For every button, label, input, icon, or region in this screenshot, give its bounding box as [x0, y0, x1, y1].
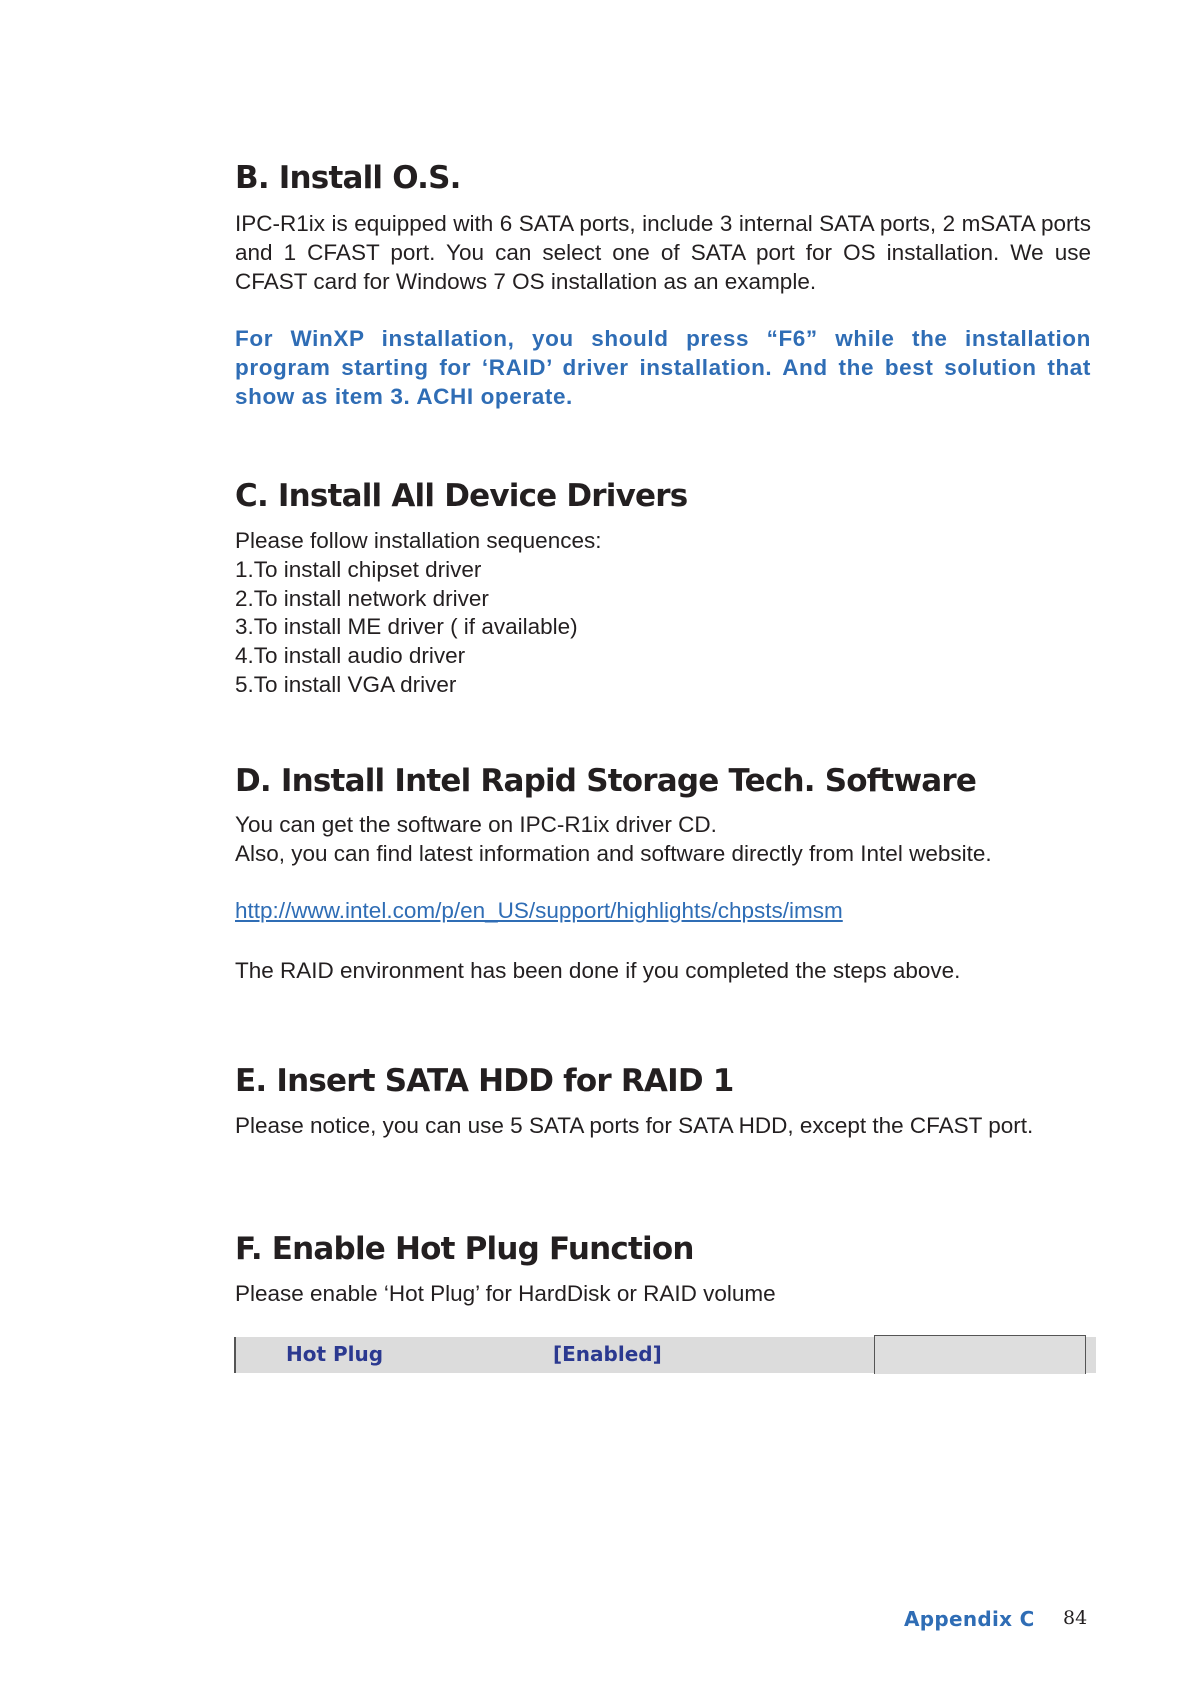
- footer-section: Appendix C: [904, 1607, 1035, 1631]
- raid-done-text: The RAID environment has been done if you completed the steps above.: [235, 958, 961, 983]
- list-item: 3.To install ME driver ( if available): [235, 614, 578, 640]
- rst-line-1: You can get the software on IPC-R1ix driver CD.: [235, 812, 717, 837]
- install-os-paragraph: [235, 210, 1091, 296]
- driver-list: [235, 527, 1091, 700]
- list-item: 2.To install network driver: [235, 585, 489, 611]
- hot-plug-instruction: Please enable ‘Hot Plug’ for HardDisk or RAID volume: [235, 1281, 776, 1306]
- winxp-note: For WinXP installation, you should press “F6” while the installation program starting for ‘RAID’ driver installation. And the best solution that show as item 3. ACHI operate.: [235, 326, 1091, 409]
- list-item: 1.To install chipset driver: [235, 556, 482, 582]
- heading-insert-sata: E. Insert SATA HDD for RAID 1: [235, 1063, 734, 1099]
- driver-intro: Please follow installation sequences:: [235, 528, 602, 553]
- bios-hot-plug-label: Hot Plug: [286, 1342, 384, 1366]
- heading-intel-rst: D. Install Intel Rapid Storage Tech. Software: [235, 763, 977, 799]
- bios-help-panel: [874, 1335, 1086, 1374]
- list-item: 5.To install VGA driver: [235, 671, 457, 697]
- bios-hot-plug-row: [234, 1337, 1096, 1373]
- bios-hot-plug-value: [Enabled]: [553, 1342, 662, 1366]
- heading-hot-plug: F. Enable Hot Plug Function: [235, 1231, 694, 1267]
- rst-line-2: Also, you can find latest information and software directly from Intel website.: [235, 840, 992, 866]
- sata-notice: Please notice, you can use 5 SATA ports for SATA HDD, except the CFAST port.: [235, 1113, 1034, 1138]
- intel-rst-text: [235, 811, 1091, 869]
- heading-install-drivers: C. Install All Device Drivers: [235, 478, 688, 514]
- list-item: 4.To install audio driver: [235, 643, 466, 669]
- intel-link[interactable]: http://www.intel.com/p/en_US/support/highlights/chpsts/imsm: [235, 898, 843, 923]
- heading-install-os: B. Install O.S.: [235, 160, 461, 196]
- page-number: 84: [1063, 1607, 1088, 1629]
- install-os-text: IPC-R1ix is equipped with 6 SATA ports, include 3 internal SATA ports, 2 mSATA ports and 1 CFAST port. You can select one of SATA port for OS installation. We use CFAST card for Windows 7 OS installation as an example.: [235, 211, 1091, 294]
